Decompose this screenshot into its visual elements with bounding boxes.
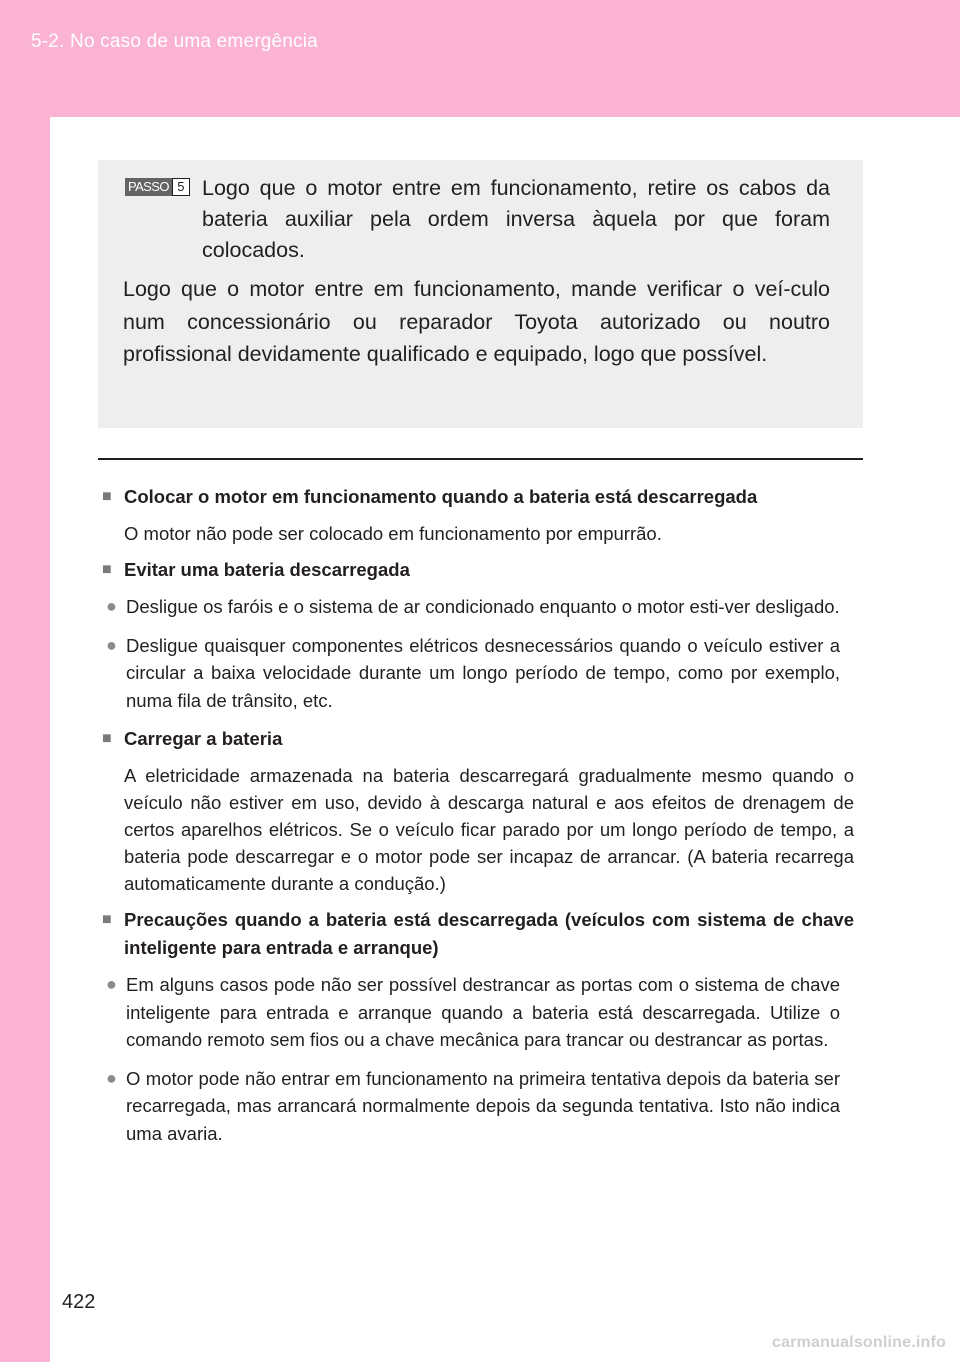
side-margin-band: [0, 117, 50, 1362]
section-heading: ■ Precauções quando a bateria está descarregada (veículos com sistema de chave inteligente para entrada e arranque): [102, 906, 854, 962]
watermark: carmanualsonline.info: [771, 1334, 946, 1351]
section-paragraph: O motor não pode ser colocado em funcionamento por empurrão.: [124, 523, 662, 544]
section-heading: ■ Carregar a bateria: [102, 725, 854, 753]
section-paragraph: A eletricidade armazenada na bateria descarregará gradualmente mesmo quando o veículo não estiver em uso, devido à descarga natural e aos efeitos de drenagem de certos aparelhos elétricos. Se o veículo ficar parado por um longo período de tempo, a bateria pode descarregar e o motor pode ser incapaz de arrancar. (A bateria recarrega automaticamente durante a condução.): [124, 765, 854, 894]
step-badge: [125, 178, 190, 196]
step-text: Logo que o motor entre em funcionamento, retire os cabos da bateria auxiliar pela ordem inversa àquela por que foram colocados.: [202, 176, 830, 262]
square-bullet-icon: ■: [102, 488, 112, 505]
list-item: ● Desligue os faróis e o sistema de ar condicionado enquanto o motor esti-ver desligado.: [102, 593, 854, 621]
header-band: [0, 0, 960, 117]
step-badge-number: 5: [172, 178, 190, 196]
square-bullet-icon: ■: [102, 911, 112, 928]
list-item: ● Desligue quaisquer componentes elétricos desnecessários quando o veículo estiver a circular a baixa velocidade durante um longo período de tempo, como por exemplo, numa fila de trânsito, etc.: [102, 632, 854, 715]
square-bullet-icon: ■: [102, 561, 112, 578]
section-header: 5-2. No caso de uma emergência: [31, 31, 318, 52]
page-number: 422: [62, 1291, 96, 1313]
circle-bullet-icon: ●: [106, 974, 117, 994]
list-item: ● O motor pode não entrar em funcionamento na primeira tentativa depois da bateria ser recarregada, mas arrancará normalmente depois da segunda tentativa. Isto não indica uma avaria.: [102, 1065, 854, 1148]
circle-bullet-icon: ●: [106, 1067, 117, 1088]
square-bullet-icon: ■: [102, 730, 112, 747]
section-heading: ■ Evitar uma bateria descarregada: [102, 556, 854, 584]
circle-bullet-icon: ●: [106, 634, 117, 655]
step-box: [98, 160, 863, 428]
section-divider: [98, 458, 863, 460]
content-area: [102, 483, 854, 1158]
step-note: Logo que o motor entre em funcionamento, mande verificar o veí-culo num concessionário ou reparador Toyota autorizado ou noutro profissional devidamente qualificado e equipado, logo que possível.: [123, 277, 830, 366]
step-badge-label: PASSO: [125, 178, 172, 196]
list-item: ● Em alguns casos pode não ser possível destrancar as portas com o sistema de chave inteligente para entrada e arranque quando a bateria está descarregada. Utilize o comando remoto sem fios ou a chave mecânica para trancar ou destrancar as portas.: [102, 971, 854, 1054]
circle-bullet-icon: ●: [106, 596, 117, 616]
section-heading: ■ Colocar o motor em funcionamento quando a bateria está descarregada: [102, 483, 854, 511]
